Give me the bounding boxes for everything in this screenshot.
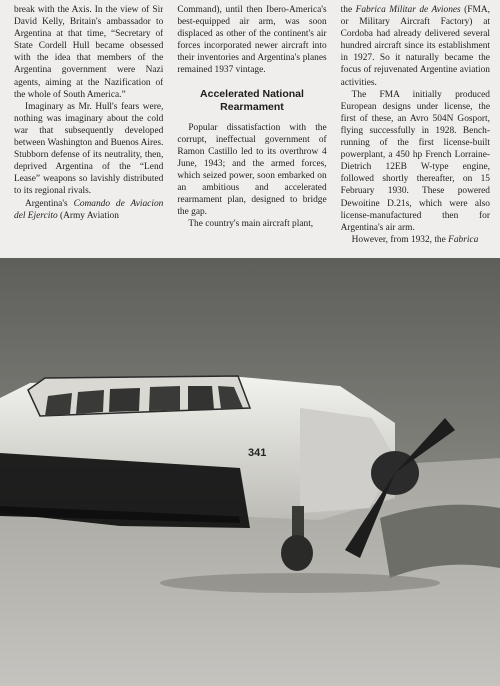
paragraph: The FMA initially produced European designs under license, the first of these, an Avro 504N Gosport, flying successfully in 1928. Bench-running of the first license-built powerplant, a 450 hp French Lorraine-Dietrich 12EB W-type engine, followed shortly thereafter, on 15 February 1930. These powered Dewoitine D.21s, which were also license-manufactured then for Argentina's air arm.: [340, 89, 490, 233]
canopy-window: [76, 390, 104, 414]
text-run: Argentina's: [25, 198, 74, 209]
paragraph: [341, 234, 490, 246]
paragraph: Command), until then Ibero-America's best-equipped air arm, was soon displaced as other of the continent's air forces incorporated newer aircraft into their inventories and Argentina's planes remained 1937 vintage.: [177, 5, 327, 76]
landing-gear-wheel: [281, 535, 313, 571]
paragraph: [14, 198, 163, 222]
section-heading: [177, 88, 326, 114]
italic-text: Fabrica: [448, 234, 479, 245]
article-columns: [14, 4, 490, 258]
text-run: However, from 1932, the: [351, 234, 449, 245]
heading-line: Rearmament: [220, 100, 284, 113]
aircraft-photo: [0, 258, 500, 686]
text-run: (Army Aviation: [57, 210, 119, 221]
aircraft-photo-drawing: [0, 258, 500, 686]
canopy-window: [45, 393, 72, 416]
text-run: the: [340, 5, 356, 15]
italic-text: Comando de Aviacion del Ejercito: [14, 198, 164, 221]
paragraph: Imaginary as Mr. Hull's fears were, nothing was imaginary about the cold war that subsequently developed between Washington and Buenos Aires. Stubborn defense of its neutrality, then, deprived Argentina of the “Lend Lease” weapons so lavishly distributed to its regional rivals.: [14, 101, 164, 197]
column-2: [177, 4, 326, 258]
aircraft-marking: 341: [248, 447, 267, 459]
heading-line: Accelerated National: [200, 87, 304, 100]
canopy-window: [109, 388, 140, 412]
canopy-window: [188, 386, 214, 410]
column-1: [14, 4, 163, 258]
italic-text: Fabrica Militar de Aviones: [355, 5, 461, 15]
paragraph: Popular dissatisfaction with the corrupt, ineffectual government of Ramon Castillo led to its overthrow 4 June, 1943; and the armed forces, which seized power, soon embarked on an ambitious and accelerated rearmament plan, designed to bridge the gap.: [177, 122, 327, 218]
ground-shadow: [160, 573, 440, 593]
paragraph: [341, 4, 490, 89]
paragraph: break with the Axis. In the view of Sir David Kelly, Britain's ambassador to Argentina at that time, “Secretary of State Cordell Hull became obsessed with the idea that members of the Argentina government were Nazi agents, aiming at the Nazification of the whole of South America.”: [14, 5, 164, 100]
canopy-window: [149, 386, 180, 411]
text-run: (FMA, or Military Aircraft Factory) at Cordoba had already delivered several hundred aircraft since its establishment in 1927. So it naturally became the focus of rejuvenated Argentine aviation activities.: [340, 5, 490, 88]
paragraph: The country's main aircraft plant,: [188, 219, 314, 230]
column-3: [341, 4, 490, 258]
